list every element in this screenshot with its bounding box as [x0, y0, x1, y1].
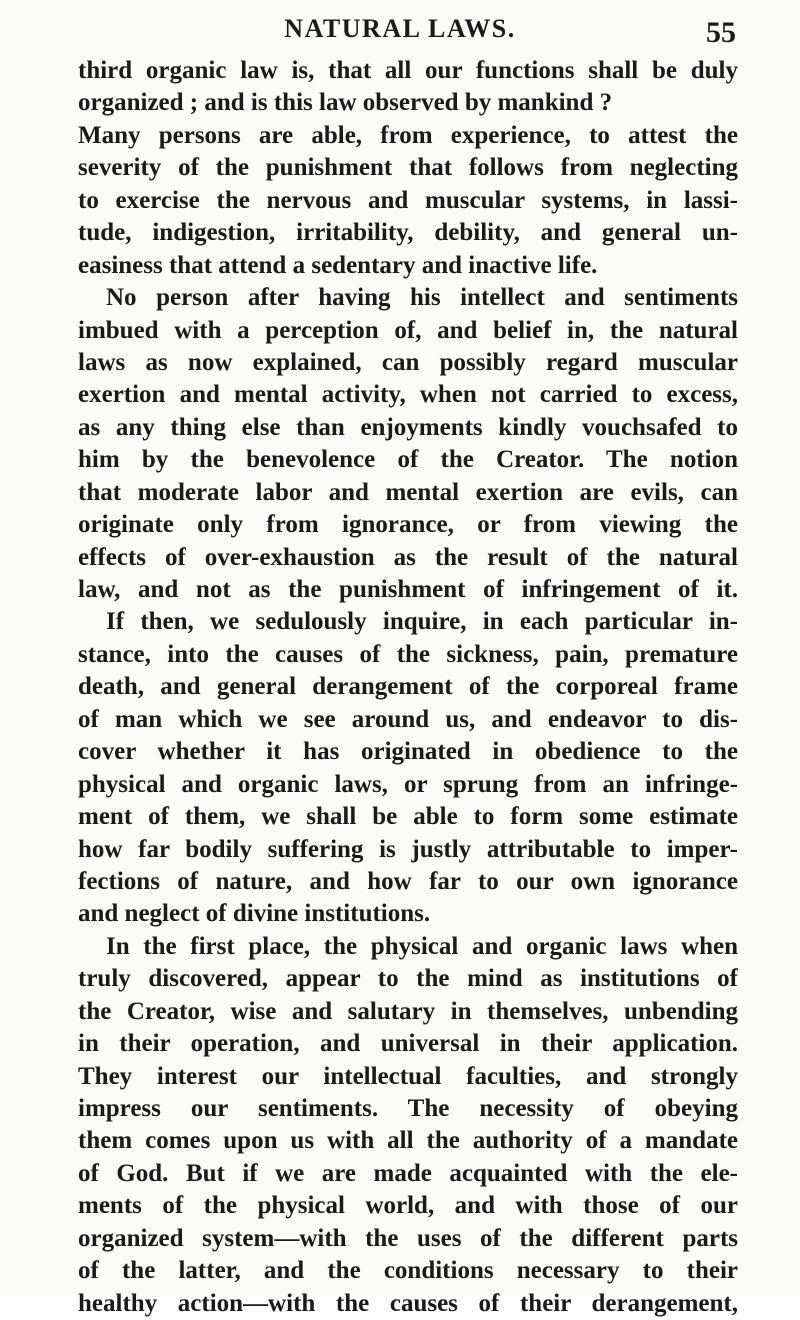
text-line: imbued with a perception of, and belief in, the natural	[78, 316, 738, 344]
text-line: impress our sentiments. The necessity of obeying	[78, 1095, 738, 1122]
text-line: of the latter, and the conditions necessary to their	[78, 1257, 738, 1285]
running-head-title: NATURAL LAWS.	[284, 14, 516, 43]
text-line: stance, into the causes of the sickness, pain, premature	[78, 640, 738, 668]
text-line: In the first place, the physical and organic laws when	[106, 932, 738, 960]
text-line: them comes upon us with all the authority of a mandate	[78, 1127, 738, 1155]
text-line: him by the benevolence of the Creator. The notion	[78, 446, 738, 474]
text-line: of God. But if we are made acquainted with the ele-	[78, 1159, 738, 1187]
text-line: easiness that attend a sedentary and inactive life.	[78, 251, 598, 279]
text-line: of man which we see around us, and endeavor to dis-	[78, 705, 738, 733]
body-text	[78, 55, 738, 1320]
text-line: death, and general derangement of the corporeal frame	[78, 673, 738, 701]
text-line: tude, indigestion, irritability, debility, and general un-	[78, 219, 738, 247]
text-line: in their operation, and universal in their application.	[78, 1030, 738, 1058]
text-line: how far bodily suffering is justly attributable to imper-	[78, 835, 738, 863]
text-line: law, and not as the punishment of infringement of it.	[78, 576, 738, 603]
text-line: effects of over-exhaustion as the result of the natural	[78, 543, 738, 571]
text-line: to exercise the nervous and muscular systems, in lassi-	[78, 186, 738, 214]
text-line: that moderate labor and mental exertion are evils, can	[78, 478, 738, 506]
text-line: fections of nature, and how far to our own ignorance	[78, 867, 738, 895]
text-line: cover whether it has originated in obedience to the	[78, 738, 738, 766]
page-number: 55	[706, 16, 736, 49]
text-line: No person after having his intellect and sentiments	[106, 284, 738, 312]
text-line: and neglect of divine institutions.	[78, 900, 431, 928]
text-line: originate only from ignorance, or from viewing the	[78, 511, 738, 539]
text-line: laws as now explained, can possibly regard muscular	[78, 348, 738, 376]
text-line: organized system—with the uses of the different parts	[78, 1224, 738, 1252]
text-line: third organic law is, that all our functions shall be duly	[78, 57, 738, 84]
text-line: the Creator, wise and salutary in themselves, unbending	[78, 997, 738, 1025]
text-line: truly discovered, appear to the mind as institutions of	[78, 965, 738, 993]
text-line: exertion and mental activity, when not carried to excess,	[78, 381, 738, 409]
text-line: ment of them, we shall be able to form some estimate	[78, 803, 738, 831]
text-line: healthy action—with the causes of their derangement,	[78, 1289, 738, 1317]
text-line: physical and organic laws, or sprung from an infringe-	[78, 770, 738, 798]
text-line: as any thing else than enjoyments kindly vouchsafed to	[78, 413, 738, 441]
text-line: severity of the punishment that follows from neglecting	[78, 154, 738, 182]
text-line: If then, we sedulously inquire, in each particular in-	[106, 608, 738, 636]
running-head	[0, 10, 800, 49]
text-line: Many persons are able, from experience, to attest the	[78, 121, 738, 149]
text-line: organized ; and is this law observed by mankind ?	[78, 89, 613, 117]
text-line: ments of the physical world, and with those of our	[78, 1192, 738, 1220]
text-line: They interest our intellectual faculties, and strongly	[78, 1062, 738, 1090]
